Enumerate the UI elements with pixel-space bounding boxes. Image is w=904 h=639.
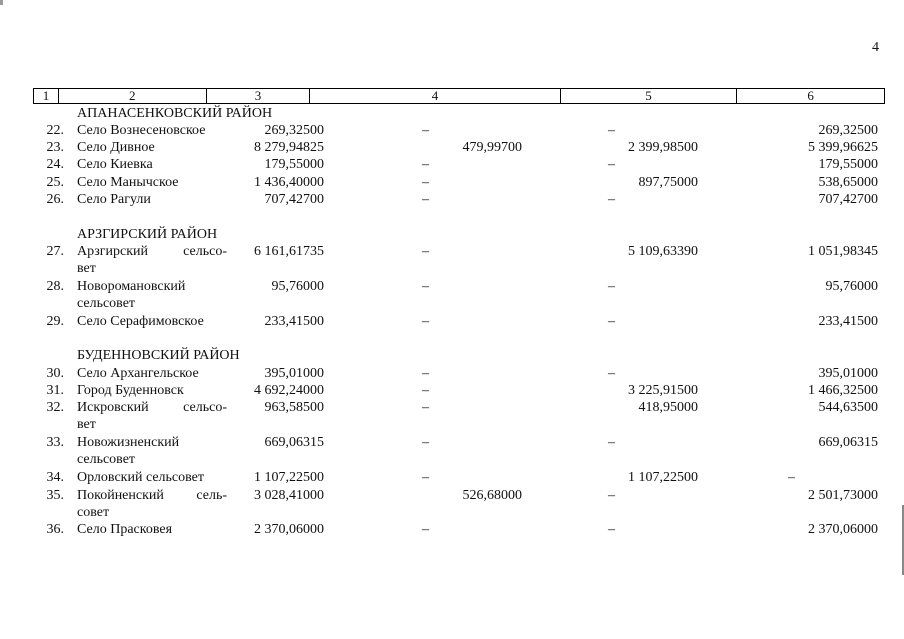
row-name: Село Манычское: [77, 175, 179, 190]
header-col-2: 2: [59, 89, 207, 103]
row-name: [77, 243, 227, 277]
row-col-3: 963,58500: [264, 400, 324, 415]
table-header: [33, 88, 885, 104]
row-col-5: –: [608, 123, 615, 138]
row-col-5: –: [608, 279, 615, 294]
row-col-5: 2 399,98500: [628, 140, 698, 155]
row-col-4: –: [422, 175, 429, 190]
row-col-6: 2 370,06000: [808, 522, 878, 537]
row-name-line-2: вет: [77, 417, 96, 432]
row-name-line-1: Искровский сельсо-: [77, 400, 227, 415]
row-col-6: 269,32500: [818, 123, 878, 138]
header-col-3: 3: [207, 89, 311, 103]
header-col-4: 4: [310, 89, 560, 103]
row-col-5: –: [608, 366, 615, 381]
row-col-6: 95,76000: [825, 279, 878, 294]
row-col-3: 269,32500: [264, 123, 324, 138]
row-col-6: 544,63500: [818, 400, 878, 415]
row-name: Орловский сельсовет: [77, 470, 204, 485]
row-number: 28.: [46, 279, 64, 294]
section-title: АПАНАСЕНКОВСКИЙ РАЙОН: [77, 106, 273, 121]
row-name: Город Буденновск: [77, 383, 184, 398]
row-name: Село Киевка: [77, 157, 153, 172]
row-col-4: –: [422, 522, 429, 537]
row-col-4: –: [422, 157, 429, 172]
row-col-5: –: [608, 192, 615, 207]
row-col-4: –: [422, 192, 429, 207]
row-col-5: 3 225,91500: [628, 383, 698, 398]
row-col-3: 669,06315: [264, 435, 324, 450]
row-name: Село Рагули: [77, 192, 151, 207]
row-number: 31.: [46, 383, 64, 398]
row-col-5: 5 109,63390: [628, 244, 698, 259]
row-number: 22.: [46, 123, 64, 138]
row-number: 30.: [46, 366, 64, 381]
row-col-6: 1 051,98345: [808, 244, 878, 259]
row-col-5: –: [608, 522, 615, 537]
row-name-line-1: Покойненский сель-: [77, 488, 227, 503]
row-col-4: –: [422, 123, 429, 138]
row-col-4: –: [422, 400, 429, 415]
row-name: [77, 487, 227, 521]
row-name-line-1: Новоромановский: [77, 279, 186, 294]
row-col-3: 707,42700: [264, 192, 324, 207]
row-col-6: 395,01000: [818, 366, 878, 381]
row-number: 23.: [46, 140, 64, 155]
row-col-4: –: [422, 314, 429, 329]
row-col-3: 395,01000: [264, 366, 324, 381]
row-col-5: –: [608, 157, 615, 172]
row-name-line-2: вет: [77, 261, 96, 276]
row-name: Село Архангельское: [77, 366, 199, 381]
row-col-3: 179,55000: [264, 157, 324, 172]
row-name: Село Вознесеновское: [77, 123, 206, 138]
row-col-3: 8 279,94825: [254, 140, 324, 155]
row-col-4: 526,68000: [462, 488, 522, 503]
section-title: БУДЕННОВСКИЙ РАЙОН: [77, 348, 240, 363]
row-name-line-1: Арзгирский сельсо-: [77, 244, 227, 259]
row-col-4: –: [422, 383, 429, 398]
row-number: 27.: [46, 244, 64, 259]
header-col-6: 6: [807, 88, 814, 103]
section-title: АРЗГИРСКИЙ РАЙОН: [77, 227, 218, 242]
header-col-1: 1: [34, 89, 59, 103]
row-name: Село Дивное: [77, 140, 155, 155]
row-name: Село Серафимовское: [77, 314, 204, 329]
row-name: [77, 434, 227, 468]
row-col-6: 233,41500: [818, 314, 878, 329]
row-col-6: 2 501,73000: [808, 488, 878, 503]
row-col-3: 1 107,22500: [254, 470, 324, 485]
row-col-6: 707,42700: [818, 192, 878, 207]
row-col-4: 479,99700: [462, 140, 522, 155]
row-col-5: 897,75000: [638, 175, 698, 190]
row-col-5: 418,95000: [638, 400, 698, 415]
row-number: 29.: [46, 314, 64, 329]
row-col-5: –: [608, 314, 615, 329]
row-col-6: 1 466,32500: [808, 383, 878, 398]
row-col-6: 179,55000: [818, 157, 878, 172]
row-number: 33.: [46, 435, 64, 450]
page-number: 4: [872, 40, 879, 55]
row-col-5: 1 107,22500: [628, 470, 698, 485]
header-col-5: 5: [561, 89, 738, 103]
row-col-3: 233,41500: [264, 314, 324, 329]
row-col-4: –: [422, 435, 429, 450]
row-col-4: –: [422, 366, 429, 381]
row-col-6: 669,06315: [818, 435, 878, 450]
row-number: 32.: [46, 400, 64, 415]
row-col-3: 95,76000: [271, 279, 324, 294]
row-name-line-2: сельсовет: [77, 296, 136, 311]
row-col-5: –: [608, 435, 615, 450]
row-col-4: –: [422, 279, 429, 294]
row-col-5: –: [608, 488, 615, 503]
row-name: [77, 278, 227, 312]
row-name-line-2: совет: [77, 505, 110, 520]
row-col-4: –: [422, 244, 429, 259]
row-number: 26.: [46, 192, 64, 207]
row-name: Село Прасковея: [77, 522, 173, 537]
row-col-4: –: [422, 470, 429, 485]
row-number: 34.: [46, 470, 64, 485]
row-col-6: 538,65000: [818, 175, 878, 190]
row-col-6: –: [788, 470, 795, 485]
row-col-3: 4 692,24000: [254, 383, 324, 398]
row-col-6: 5 399,96625: [808, 140, 878, 155]
row-number: 24.: [46, 157, 64, 172]
row-col-3: 6 161,61735: [254, 244, 324, 259]
scan-corner-mark: [0, 0, 3, 5]
row-number: 25.: [46, 175, 64, 190]
row-name-line-2: сельсовет: [77, 452, 136, 467]
row-number: 36.: [46, 522, 64, 537]
row-name-line-1: Новожизненский: [77, 435, 180, 450]
row-col-3: 1 436,40000: [254, 175, 324, 190]
row-col-3: 3 028,41000: [254, 488, 324, 503]
row-col-3: 2 370,06000: [254, 522, 324, 537]
row-number: 35.: [46, 488, 64, 503]
row-name: [77, 399, 227, 433]
